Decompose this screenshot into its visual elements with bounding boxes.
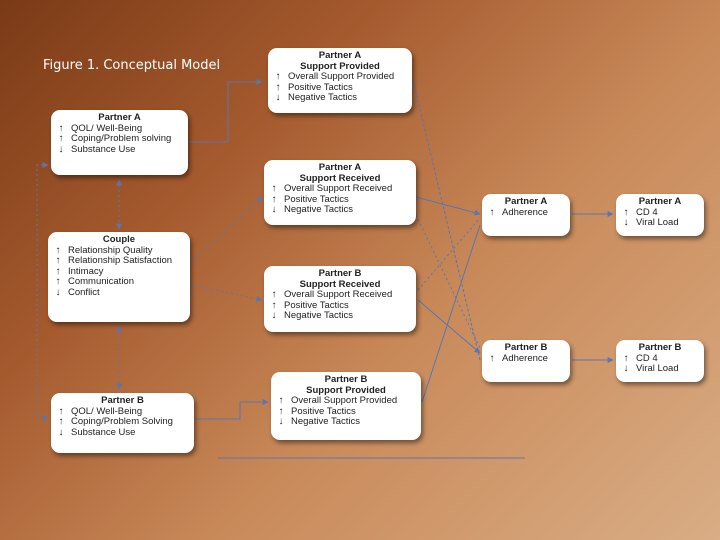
- box-title: [482, 340, 570, 354]
- box-title: [271, 372, 421, 396]
- direction-arrow-icon: ↓: [58, 143, 64, 155]
- direction-arrow-icon: ↑: [623, 206, 629, 218]
- box-title-line: Partner B: [638, 342, 682, 353]
- box-item-label: Positive Tactics: [291, 405, 356, 417]
- box-title-line: Partner B: [101, 395, 144, 406]
- box-item: [51, 145, 188, 156]
- box-item-label: Overall Support Provided: [291, 395, 398, 407]
- box-partner-a-outcome: [616, 194, 704, 236]
- box-partner-a-wellbeing: [51, 110, 188, 175]
- box-item-label: Adherence: [502, 206, 548, 218]
- box-title-line: Partner B: [324, 374, 368, 385]
- box-item-label: Relationship Satisfaction: [68, 255, 173, 267]
- box-item: [271, 417, 421, 428]
- figure-caption: Figure 1. Conceptual Model: [43, 58, 221, 73]
- box-item-label: Negative Tactics: [284, 204, 353, 216]
- direction-arrow-icon: ↓: [278, 416, 284, 428]
- box-item-label: Substance Use: [71, 426, 136, 438]
- direction-arrow-icon: ↓: [271, 204, 277, 216]
- box-item-label: Adherence: [502, 352, 548, 364]
- box-item-label: QOL/ Well-Being: [71, 405, 143, 417]
- box-item-label: Viral Load: [636, 363, 679, 375]
- link-left-loop: [37, 165, 48, 418]
- box-title-line: Support Provided: [306, 384, 386, 396]
- box-item-label: Relationship Quality: [68, 244, 153, 256]
- box-item-label: Viral Load: [636, 217, 679, 229]
- direction-arrow-icon: ↑: [271, 183, 277, 195]
- box-title-line: Partner A: [504, 196, 548, 207]
- box-partner-b-support-provided: [271, 372, 421, 440]
- box-item-label: CD 4: [636, 352, 658, 364]
- box-partner-b-adherence: [482, 340, 570, 382]
- box-item-label: Positive Tactics: [284, 193, 349, 205]
- box-partner-b-wellbeing: [51, 393, 194, 453]
- box-item: [264, 205, 416, 216]
- box-title: [482, 194, 570, 208]
- box-title-line: Partner A: [318, 50, 362, 61]
- box-item-label: Overall Support Received: [284, 183, 393, 195]
- box-item: [268, 93, 412, 104]
- link-b-received-b-adherence: [418, 300, 480, 353]
- direction-arrow-icon: ↑: [55, 265, 61, 277]
- box-item: [482, 354, 570, 365]
- box-item: [48, 288, 190, 299]
- box-item-label: Substance Use: [71, 143, 136, 155]
- link-couple-b-received: [192, 285, 262, 300]
- link-b-wellbeing-provided: [195, 402, 268, 419]
- box-partner-a-support-received: [264, 160, 416, 225]
- box-couple: [48, 232, 190, 322]
- direction-arrow-icon: ↓: [275, 92, 281, 104]
- box-title: [616, 340, 704, 354]
- box-title-line: Support Received: [299, 278, 381, 290]
- box-item-label: Negative Tactics: [288, 92, 357, 104]
- direction-arrow-icon: ↑: [275, 81, 281, 93]
- direction-arrow-icon: ↑: [489, 206, 495, 218]
- box-title-line: Partner A: [98, 112, 141, 123]
- box-title: [616, 194, 704, 208]
- box-item-label: Communication: [68, 276, 134, 288]
- box-title-line: Partner B: [504, 342, 548, 353]
- box-item-label: Intimacy: [68, 265, 104, 277]
- box-item: [616, 218, 704, 229]
- direction-arrow-icon: ↑: [275, 71, 281, 83]
- link-couple-a-received: [192, 197, 262, 262]
- direction-arrow-icon: ↑: [271, 299, 277, 311]
- link-a-received-a-adherence: [416, 197, 480, 214]
- direction-arrow-icon: ↑: [271, 193, 277, 205]
- box-item-label: Negative Tactics: [291, 416, 360, 428]
- box-partner-b-outcome: [616, 340, 704, 382]
- direction-arrow-icon: ↓: [58, 426, 64, 438]
- box-item: [482, 208, 570, 219]
- link-a-wellbeing-provided: [190, 82, 262, 142]
- direction-arrow-icon: ↑: [623, 352, 629, 364]
- box-item-label: Positive Tactics: [284, 299, 349, 311]
- direction-arrow-icon: ↑: [58, 416, 64, 428]
- box-title: [264, 160, 416, 184]
- direction-arrow-icon: ↓: [55, 286, 61, 298]
- direction-arrow-icon: ↓: [623, 217, 629, 229]
- box-title: [268, 48, 412, 72]
- box-item-label: Coping/Problem Solving: [71, 416, 173, 428]
- direction-arrow-icon: ↑: [489, 352, 495, 364]
- box-title: [264, 266, 416, 290]
- link-a-provided-b-adherence: [413, 80, 480, 360]
- direction-arrow-icon: ↓: [271, 310, 277, 322]
- box-title: [51, 110, 188, 124]
- direction-arrow-icon: ↑: [58, 405, 64, 417]
- direction-arrow-icon: ↑: [278, 395, 284, 407]
- box-title-line: Couple: [102, 234, 136, 245]
- box-item-label: Overall Support Received: [284, 289, 393, 301]
- box-item-label: CD 4: [636, 206, 658, 218]
- box-item-label: Overall Support Provided: [288, 71, 395, 83]
- box-item: [616, 364, 704, 375]
- box-title-line: Support Received: [299, 172, 381, 184]
- box-item-label: QOL/ Well-Being: [71, 122, 143, 134]
- direction-arrow-icon: ↑: [278, 405, 284, 417]
- box-title-line: Partner A: [318, 162, 362, 173]
- box-item: [264, 311, 416, 322]
- direction-arrow-icon: ↑: [58, 122, 64, 134]
- box-title-line: Support Provided: [300, 60, 380, 72]
- box-item-label: Positive Tactics: [288, 81, 353, 93]
- box-item-label: Negative Tactics: [284, 310, 353, 322]
- direction-arrow-icon: ↑: [55, 255, 61, 267]
- box-item-label: Coping/Problem solving: [71, 133, 172, 145]
- box-title: [51, 393, 194, 407]
- box-partner-a-adherence: [482, 194, 570, 236]
- box-item-label: Conflict: [68, 286, 100, 298]
- box-item: [51, 428, 194, 439]
- direction-arrow-icon: ↑: [55, 276, 61, 288]
- box-title: [48, 232, 190, 246]
- direction-arrow-icon: ↑: [271, 289, 277, 301]
- direction-arrow-icon: ↑: [55, 244, 61, 256]
- direction-arrow-icon: ↑: [58, 133, 64, 145]
- box-title-line: Partner B: [318, 268, 362, 279]
- direction-arrow-icon: ↓: [623, 363, 629, 375]
- box-partner-b-support-received: [264, 266, 416, 332]
- box-partner-a-support-provided: [268, 48, 412, 113]
- box-title-line: Partner A: [638, 196, 682, 207]
